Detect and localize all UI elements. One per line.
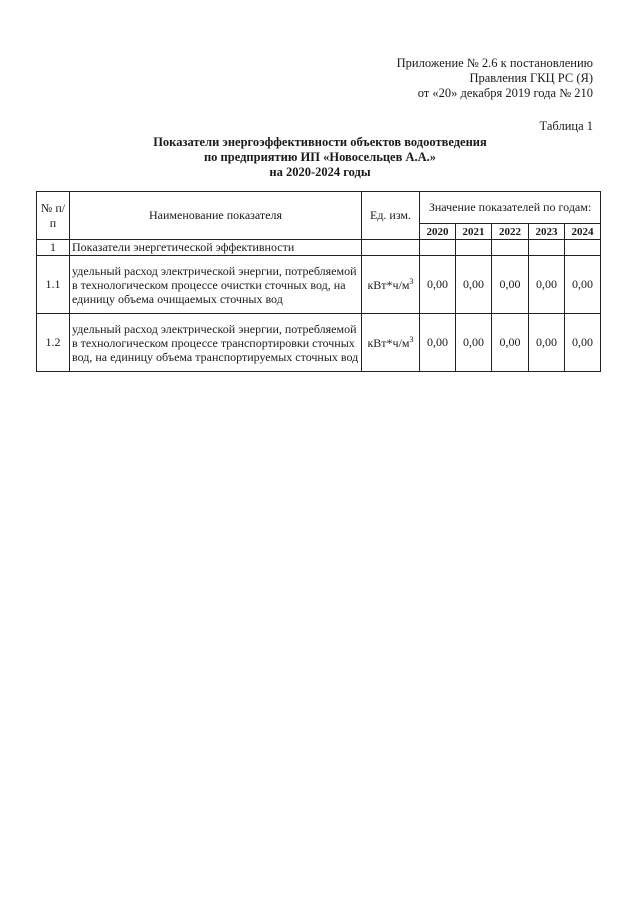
row-num: 1.1 — [37, 256, 70, 314]
section-empty-cell — [456, 240, 492, 256]
value-2022: 0,00 — [492, 314, 529, 372]
section-empty-cell — [492, 240, 529, 256]
header-num: № п/п — [37, 192, 70, 240]
row-unit — [362, 314, 420, 372]
row-unit — [362, 256, 420, 314]
year-2021: 2021 — [456, 224, 492, 240]
value-2024: 0,00 — [565, 314, 601, 372]
unit-base: кВт*ч/м — [367, 277, 410, 292]
section-empty-cell — [565, 240, 601, 256]
table-row — [37, 314, 601, 372]
indicators-table — [36, 191, 601, 372]
value-2020: 0,00 — [420, 314, 456, 372]
title-line-2: по предприятию ИП «Новосельцев А.А.» — [203, 150, 437, 164]
section-name: Показатели энергетической эффективности — [70, 240, 362, 256]
document-title — [0, 135, 640, 180]
value-2024: 0,00 — [565, 256, 601, 314]
value-2023: 0,00 — [529, 314, 565, 372]
value-2022: 0,00 — [492, 256, 529, 314]
row-name: удельный расход электрической энергии, потребляемой в технологическом процессе транспортировки сточных вод, на единицу объема транспортируемых сточных вод — [70, 314, 362, 372]
table-row — [37, 256, 601, 314]
value-2023: 0,00 — [529, 256, 565, 314]
year-2024: 2024 — [565, 224, 601, 240]
unit-sup: 3 — [409, 334, 414, 344]
title-line-1: Показатели энергоэффективности объектов водоотведения — [153, 135, 487, 149]
year-2020: 2020 — [420, 224, 456, 240]
header-name: Наименование показателя — [70, 192, 362, 240]
row-name: удельный расход электрической энергии, потребляемой в технологическом процессе очистки сточных вод, на единицу объема очищаемых сточных вод — [70, 256, 362, 314]
table-label: Таблица 1 — [539, 119, 593, 133]
unit-sup: 3 — [409, 276, 414, 286]
year-2023: 2023 — [529, 224, 565, 240]
unit-base: кВт*ч/м — [367, 335, 410, 350]
header-unit: Ед. изм. — [362, 192, 420, 240]
appendix-header — [397, 56, 593, 101]
section-empty-cell — [420, 240, 456, 256]
section-row — [37, 240, 601, 256]
section-empty-cell — [529, 240, 565, 256]
value-2020: 0,00 — [420, 256, 456, 314]
value-2021: 0,00 — [456, 314, 492, 372]
year-2022: 2022 — [492, 224, 529, 240]
row-num: 1.2 — [37, 314, 70, 372]
appendix-line-1: Приложение № 2.6 к постановлению — [396, 56, 593, 70]
appendix-line-2: Правления ГКЦ РС (Я) — [469, 71, 593, 85]
section-num: 1 — [37, 240, 70, 256]
appendix-line-3: от «20» декабря 2019 года № 210 — [417, 86, 593, 100]
title-line-3: на 2020-2024 годы — [269, 165, 371, 179]
header-values: Значение показателей по годам: — [420, 192, 601, 224]
value-2021: 0,00 — [456, 256, 492, 314]
section-empty-unit — [362, 240, 420, 256]
